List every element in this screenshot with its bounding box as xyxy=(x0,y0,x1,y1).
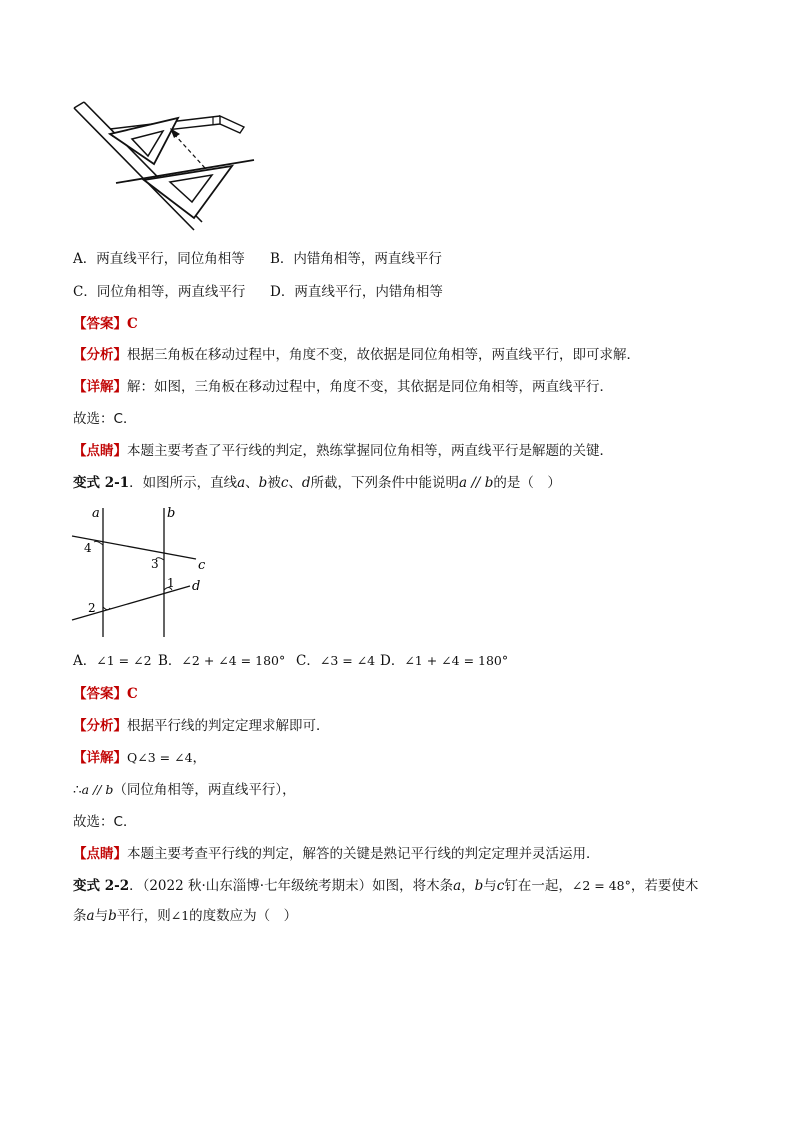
option-a[interactable] xyxy=(73,651,152,671)
stem-text: 条 xyxy=(73,908,87,924)
label-a: a xyxy=(92,506,100,521)
var-b: b xyxy=(258,475,268,491)
answer-row xyxy=(73,684,138,704)
option-d[interactable] xyxy=(380,651,508,671)
var-d: d xyxy=(301,475,311,491)
comment-tag: 【点睛】 xyxy=(73,846,127,862)
analysis-row xyxy=(73,716,330,736)
var-a: a xyxy=(453,878,462,894)
detail-row xyxy=(73,377,613,397)
triangle-ruler-figure xyxy=(70,98,260,234)
option-d[interactable]: D．两直线平行，内错角相等 xyxy=(270,284,443,300)
comment-tag: 【点睛】 xyxy=(73,443,127,459)
angle-expr: ∠1 xyxy=(170,908,190,923)
comment-text: 本题主要考查平行线的判定，解答的关键是熟记平行线的判定定理并灵活运用． xyxy=(127,846,600,862)
parallel-lines-figure xyxy=(70,502,220,640)
therefore-row xyxy=(73,780,296,800)
comment-row xyxy=(73,441,613,461)
option-a-label: A． xyxy=(73,653,97,669)
choose-suffix: ． xyxy=(122,814,137,830)
stem-text: 平行，则 xyxy=(116,908,171,924)
option-c-label: C． xyxy=(296,653,320,669)
stem-text: 与 xyxy=(94,908,109,924)
choose-prefix: 故选： xyxy=(73,411,114,427)
stem-sep: 、 xyxy=(245,475,259,491)
option-c[interactable] xyxy=(296,651,375,671)
question-stem xyxy=(73,876,698,896)
choose-prefix: 故选： xyxy=(73,814,114,830)
choose-value: C xyxy=(113,411,123,427)
answer-tag: 【答案】 xyxy=(73,316,127,332)
detail-text: 解：如图，三角板在移动过程中，角度不变，其依据是同位角相等，两直线平行． xyxy=(127,379,613,395)
question-label: 变式 2-2 xyxy=(73,878,130,894)
label-3: 3 xyxy=(151,557,159,571)
label-c: c xyxy=(198,558,206,573)
var-c: c xyxy=(280,475,289,491)
stem-text: ．（2022 秋·山东淄博·七年级统考期末）如图，将木条 xyxy=(129,878,454,894)
therefore-symbol: ∴ xyxy=(73,782,82,798)
stem-text: 被 xyxy=(267,475,281,491)
stem-text: 的度数应为（ ） xyxy=(189,908,298,924)
var-b: b xyxy=(474,878,484,894)
question-stem-line2 xyxy=(73,906,297,926)
answer-value: C xyxy=(127,316,138,332)
detail-row xyxy=(73,748,206,768)
option-d-math: ∠1 + ∠4 = 180° xyxy=(404,653,509,668)
detail-math: Q∠3 = ∠4 xyxy=(127,750,193,765)
choose-value: C xyxy=(113,814,123,830)
angle-expr: ∠2 = 48° xyxy=(571,878,631,893)
option-c-math: ∠3 = ∠4 xyxy=(319,653,376,668)
option-b-label: B． xyxy=(158,653,182,669)
question-label: 变式 2-1 xyxy=(73,475,130,491)
analysis-row xyxy=(73,345,640,365)
choose-row xyxy=(73,812,136,832)
option-b[interactable]: B．内错角相等，两直线平行 xyxy=(270,251,442,267)
stem-text: 的是（ ） xyxy=(493,475,561,491)
therefore-math: a // b xyxy=(81,782,114,797)
detail-end: ， xyxy=(192,750,207,766)
option-c[interactable]: C．同位角相等，两直线平行 xyxy=(73,284,246,300)
analysis-text: 根据三角板在移动过程中，角度不变，故依据是同位角相等，两直线平行，即可求解． xyxy=(127,347,640,363)
stem-sep: 、 xyxy=(288,475,302,491)
option-a[interactable]: A．两直线平行，同位角相等 xyxy=(73,251,245,267)
stem-text: ．如图所示，直线 xyxy=(129,475,238,491)
parallel-expr: a // b xyxy=(459,475,494,491)
label-b: b xyxy=(167,506,176,521)
stem-sep: ， xyxy=(461,878,475,894)
stem-text: 与 xyxy=(483,878,497,894)
label-d: d xyxy=(192,579,201,594)
analysis-text: 根据平行线的判定定理求解即可． xyxy=(127,718,330,734)
var-b: b xyxy=(108,908,117,924)
stem-text: 所截，下列条件中能说明 xyxy=(310,475,460,491)
stem-text: ，若要使木 xyxy=(630,878,699,894)
var-c: c xyxy=(496,878,505,894)
answer-tag: 【答案】 xyxy=(73,686,127,702)
option-d-label: D． xyxy=(380,653,405,669)
option-b-math: ∠2 + ∠4 = 180° xyxy=(181,653,286,668)
var-a: a xyxy=(237,475,246,491)
comment-row xyxy=(73,844,600,864)
answer-row xyxy=(73,314,138,334)
choose-suffix: ． xyxy=(122,411,137,427)
detail-tag: 【详解】 xyxy=(73,750,127,766)
detail-tag: 【详解】 xyxy=(73,379,127,395)
var-a: a xyxy=(86,908,95,924)
option-a-math: ∠1 = ∠2 xyxy=(96,653,152,668)
option-b[interactable] xyxy=(158,651,285,671)
label-2: 2 xyxy=(88,601,96,615)
stem-text: 钉在一起， xyxy=(504,878,572,894)
analysis-tag: 【分析】 xyxy=(73,718,127,734)
label-4: 4 xyxy=(84,541,92,555)
question-stem xyxy=(73,473,561,493)
analysis-tag: 【分析】 xyxy=(73,347,127,363)
comment-text: 本题主要考查了平行线的判定，熟练掌握同位角相等，两直线平行是解题的关键． xyxy=(127,443,613,459)
answer-value: C xyxy=(127,686,138,702)
choose-row xyxy=(73,409,136,429)
label-1: 1 xyxy=(167,576,175,590)
therefore-text: （同位角相等，两直线平行）， xyxy=(113,782,296,798)
